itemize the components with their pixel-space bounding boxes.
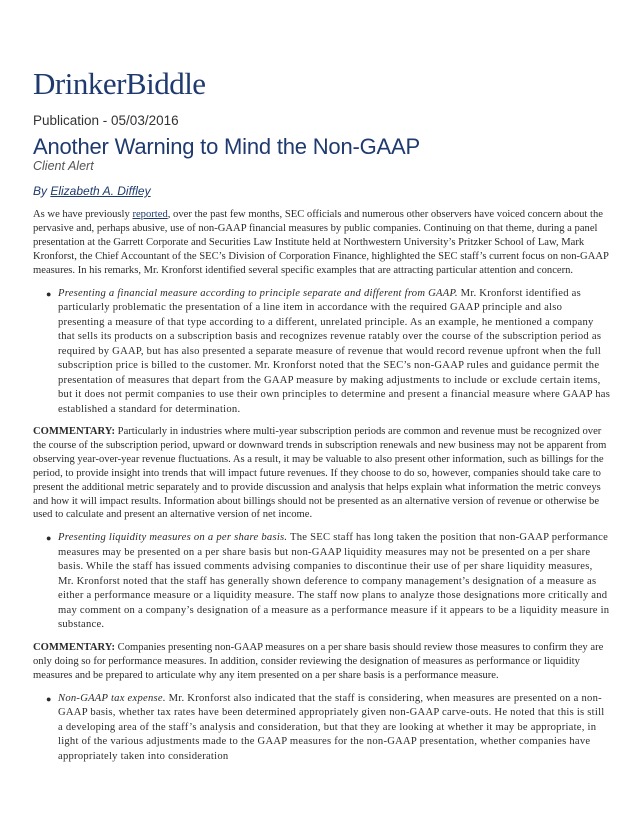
bullet-icon: ● [46, 533, 52, 544]
commentary-label: COMMENTARY: [33, 641, 116, 653]
commentary-paragraph: COMMENTARY: Companies presenting non-GAAP measures on a per share basis should review those measures to confirm they are only doing so for performance measures. In addition, consider reviewing the designation of measures as performance or liquidity measures and be prepared to articulate why any item presented on a per share basis is a performance measure. [33, 641, 604, 681]
by-prefix: By [33, 184, 51, 198]
item-heading: Non-GAAP tax expense. [58, 692, 166, 704]
bullet-list-1 [33, 287, 611, 418]
item-text: Mr. Kronforst also indicated that the staff is considering, when measures are presented on a non-GAAP basis, whether tax rates have been determined appropriately given non-GAAP carve-outs. He noted that this is still a developing area of the staff’s analysis and consideration, but that they are looking at whether it may be appropriate, in light of the various adjustments made to the GAAP measures for the non-GAAP presentation, whether companies have appropriately taken into consideration [58, 692, 605, 762]
item-heading: Presenting a financial measure according to principle separate and different from GAAP. [58, 287, 458, 299]
bullet-list-2 [33, 531, 611, 633]
commentary-label: COMMENTARY: [33, 426, 116, 438]
list-item [46, 287, 611, 418]
subtitle: Client Alert [33, 159, 94, 173]
list-item [46, 692, 611, 765]
item-heading: Presenting liquidity measures on a per share basis. [58, 532, 288, 544]
commentary-paragraph: COMMENTARY: Particularly in industries where multi-year subscription periods are common and revenue must be recognized over the course of the subscription period, upward or downward trends in subscription renewals and new business may not be apparent from observing year-over-year revenue fluctuations. As a result, it may be valuable to also present other information, such as billings for the period, to provide insight into trends that will impact future revenues. If they choose to do so, however, companies should take care to present the additional metric separately and to provide discussion and analysis that helps explain what information the metric conveys and how it will impact results. Information about billings should not be presented as an alternative version of revenue or otherwise be used to calculate and present an alternative version of net income. [33, 426, 607, 521]
bullet-icon: ● [46, 288, 52, 299]
list-item [46, 531, 611, 633]
byline [33, 184, 151, 198]
publication-date: Publication - 05/03/2016 [33, 113, 179, 128]
author-link[interactable]: Elizabeth A. Diffley [50, 184, 151, 198]
bullet-list-3 [33, 692, 611, 765]
drinker-biddle-logo[interactable]: DrinkerBiddle [33, 66, 206, 101]
intro-paragraph: As we have previously reported, over the past few months, SEC officials and numerous other observers have voiced concern about the pervasive and, perhaps abusive, use of non-GAAP financial measures by public companies. Continuing on that theme, during a panel presentation at the Garrett Corporate and Securities Law Institute held at Northwestern University’s Pritzker School of Law, Mark Kronforst, the Chief Accountant of the SEC’s Division of Corporation Finance, highlighted the SEC staff’s current focus on non-GAAP measures. In his remarks, Mr. Kronforst identified several specific examples that are attracting particular attention and concern. [33, 209, 609, 276]
item-text: The SEC staff has long taken the position that non-GAAP performance measures may be presented on a per share basis but non-GAAP liquidity measures may not be presented on a per share basis. While the staff has issued comments advising companies to discontinue their use of per share liquidity measures, Mr. Kronforst noted that the staff has generally shown deference to company management’s designation of a measure as either a performance measure or a liquidity measure. The staff now plans to analyze those designations more critically and may comment on a company’s designation of a measure as a performance measure if it appears to be a liquidity measure in substance. [58, 532, 610, 631]
bullet-icon: ● [46, 693, 52, 704]
article-body [33, 208, 611, 772]
reported-link[interactable]: reported [132, 209, 168, 220]
item-text: Mr. Kronforst identified as particularly problematic the presentation of a line item in accordance with the required GAAP principle and also presenting a measure of that type according to a different, unrelated principle. As an example, he mentioned a company that sells its products on a subscription basis and recognizes revenue ratably over the course of the subscription period as required by GAAP, but has also presented a separate measure of revenue that would record revenue upfront when the full subscription price is billed to the customer. Mr. Kronforst noted that the SEC’s non-GAAP rules and guidance permit the presentation of measures that depart from the GAAP measure by making adjustments to include or exclude certain items, but it does not permit companies to use their own principles to determine and present a financial measure where GAAP has established a standard for determination. [58, 287, 611, 415]
page-title: Another Warning to Mind the Non-GAAP [33, 134, 420, 159]
